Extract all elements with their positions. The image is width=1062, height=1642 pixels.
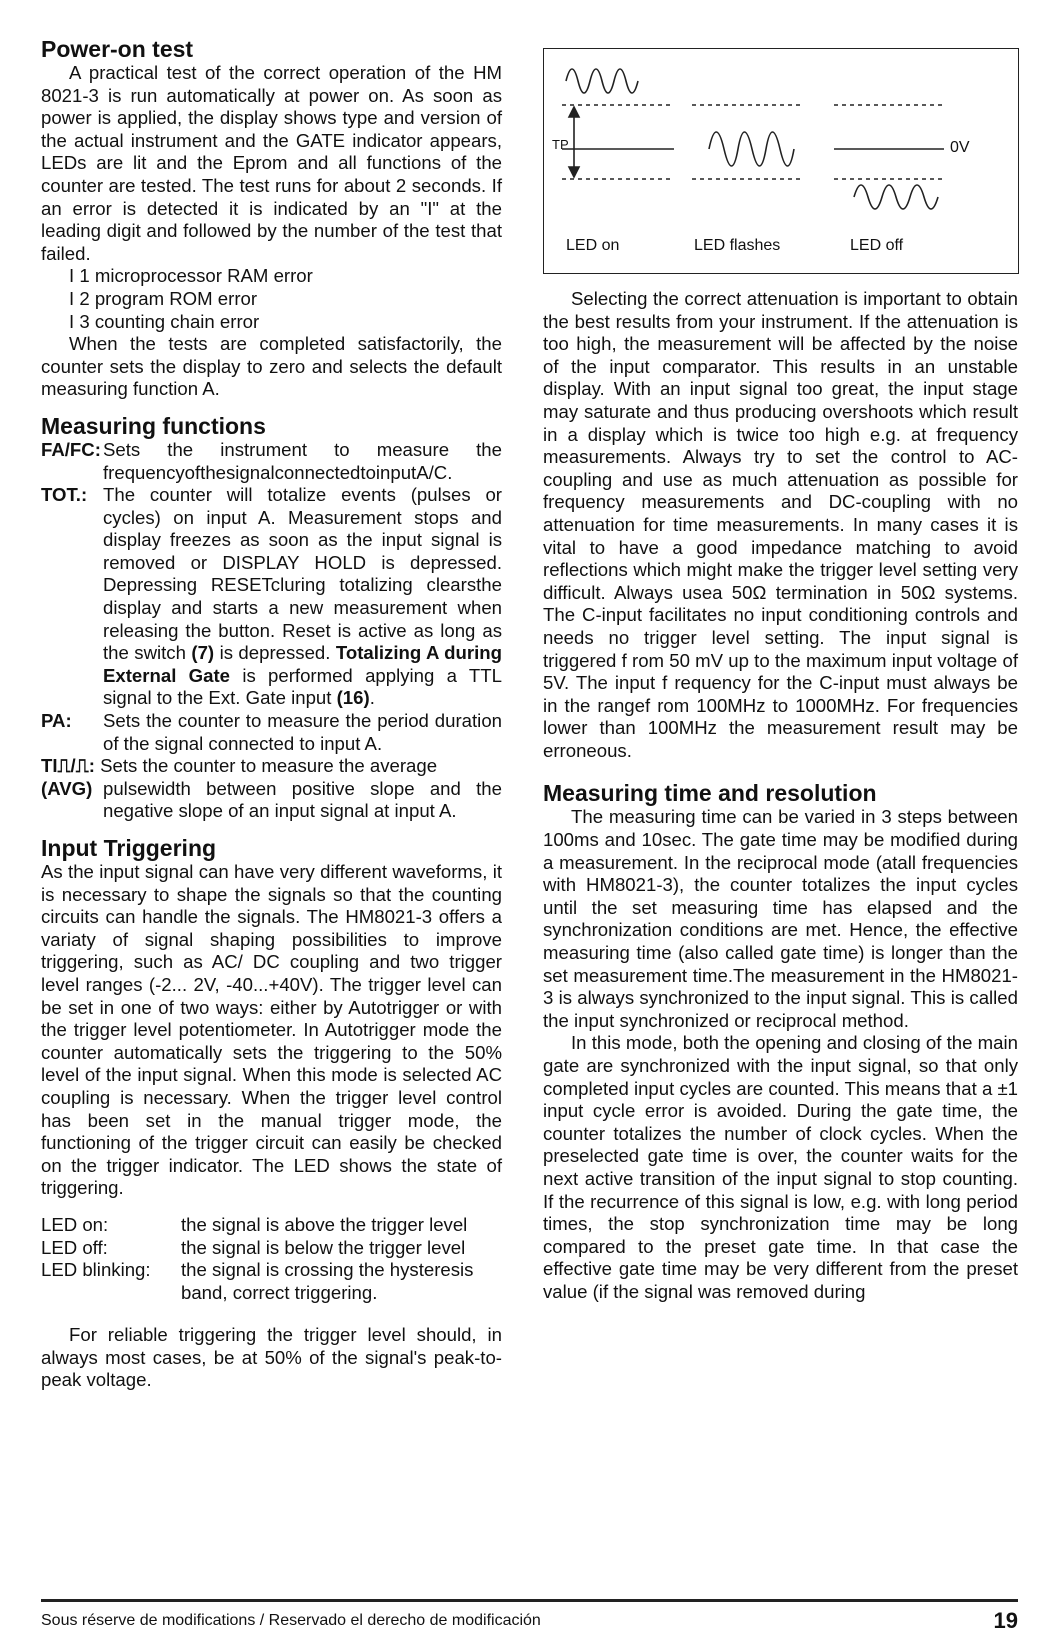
page-number: 19: [993, 1608, 1018, 1633]
measuring-functions-heading: Measuring functions: [41, 412, 266, 439]
waveform-led-flashes: [709, 132, 794, 166]
measuring-time-paragraph: The measuring time can be varied in 3 steps between 100ms and 10sec. The gate time may be modified during a measurement. In the reciprocal mode (atall frequencies with HM8021-3), the counter totalizes the input cycles until the set measuring time has elapsed and the synchronization conditions are met. Hence, the effective measuring time (also called gate time) is longer than the set measurement time.The measurement in the HM8021-3 is always synchronized to the input signal. This is called the input synchronized or reciprocal method.: [543, 806, 1018, 1031]
waveform-led-off: [854, 185, 938, 209]
input-triggering-heading: Input Triggering: [41, 835, 217, 861]
function-description: Sets the counter to measure the period duration of the signal connected to input A.: [103, 710, 502, 754]
tp-label: TP: [552, 137, 569, 152]
attenuation-paragraph: Selecting the correct attenuation is important to obtain the best results from your instrument. If the attenuation is too high, the measurement will be affected by the noise of the input comparator. This results in an unstable display. With an input signal too great, the input stage may saturate and thus producing overshoots which result in a display which is twice too high e.g. at frequency measurements. Always try to set the control to AC-coupling and use as much attenuation as possible for frequency measurements and DC-coupling with no attenuation for time measurements. In many cases it is vital to have a good impedance matching to avoid reflections which might make the trigger level setting very difficult. Always usea 50Ω termination in 50Ω systems. The C-input facilitates no input conditioning controls and needs no trigger level setting. The input signal is triggered f rom 50 mV up to the maximum input voltage of 5V. The input f requency for the C-input must always be in the rangef rom 100MHz to 1000MHz. For frequencies lower than 100MHz the measurement result may be erroneous.: [543, 288, 1018, 761]
function-term: TOT.:: [41, 484, 88, 506]
waveform-led-on: [566, 69, 638, 93]
trigger-led-diagram: [543, 48, 1019, 274]
function-term: FA/FC:: [41, 438, 101, 460]
footer-divider: [41, 1599, 1018, 1602]
led-on-label: LED on: [566, 237, 620, 254]
arrow-down-icon: [569, 167, 579, 177]
zero-volt-label: 0V: [950, 139, 970, 156]
function-term-avg: (AVG): [41, 777, 93, 799]
function-fa-fc: [41, 439, 502, 484]
led-state-text: the signal is crossing the hysteresis band, correct triggering.: [181, 1259, 474, 1303]
led-flashes-label: LED flashes: [694, 237, 781, 254]
led-state-text: the signal is above the trigger level: [181, 1213, 468, 1235]
measuring-time-paragraph-2: In this mode, both the opening and closing of the main gate are synchronized with the input signal, so that only completed input cycles are counted. This means that a ±1 input cycle error is avoided. During the gate time, the counter totalizes the number of clock cycles. When the preselected gate time is over, the counter waits for the next active transition of the input signal to stop counting. If the recurrence of this signal is low, e.g. with long period times, the stop synchronization time may be long compared to the preset gate time. In that case the effective gate time may be very different from the preset value (if the signal was removed during: [543, 1032, 1018, 1302]
tot-ref-7: (7): [191, 642, 215, 664]
triggering-final-paragraph: For reliable triggering the trigger level should, in always most cases, be at 50% of the signal's peak-to-peak voltage.: [41, 1324, 502, 1391]
led-state-table: [41, 1214, 502, 1304]
tot-bold: Totalizing A during External Gate: [103, 642, 502, 686]
led-state-label: LED off:: [41, 1236, 108, 1258]
error-item: I 3 counting chain error: [69, 310, 260, 332]
left-column: [41, 36, 502, 1392]
led-state-label: LED blinking:: [41, 1259, 151, 1281]
led-state-label: LED on:: [41, 1213, 109, 1235]
measuring-time-heading: Measuring time and resolution: [543, 780, 877, 807]
tot-text-1: The counter will totalize events (pulses or cycles) on input A. Measurement stops and display freezes as soon as the input signal is removed or DISPLAY HOLD is depressed. Depressing RESETcluring totalizing clearsthe display and starts a new measurement when releasing the button. Reset is active as long as the switch: [103, 484, 502, 664]
tot-text-2: is depressed.: [219, 642, 331, 664]
function-description: [103, 484, 502, 710]
function-ti: [41, 755, 502, 823]
input-triggering-paragraph: As the input signal can have very different waveforms, it is necessary to shape the signals so that the counting circuits can handle the signals. The HM8021-3 offers a variaty of signal shaping possibilities to improve triggering, such as AC/ DC coupling and two trigger level ranges (-2... 2V, -40...+40V). The trigger level can be set in one of two ways: either by Autotrigger or with the trigger level potentiometer. In Autotrigger mode the counter automatically sets the triggering to the 50% level of the input signal. When this mode is selected AC coupling is necessary. When the trigger level control has been set in the manual trigger mode, the functioning of the trigger circuit can easily be checked on the trigger indicator. The LED shows the state of triggering.: [41, 861, 502, 1199]
function-term: PA:: [41, 710, 72, 732]
tot-end: .: [369, 687, 375, 709]
right-column: [543, 288, 1018, 1304]
led-off-label: LED off: [850, 237, 904, 254]
tot-ref-16: (16): [336, 687, 370, 709]
power-on-paragraph: A practical test of the correct operation of the HM 8021-3 is run automatically at power on. As soon as power is applied, the display shows type and version of the actual instrument and the GATE indicator appears, LEDs are lit and the Eprom and all functions of the counter are tested. The test runs for about 2 seconds. If an error is detected it is indicated by an "I" at the leading digit and followed by the number of the test that failed.: [41, 62, 502, 264]
error-item: I 2 program ROM error: [69, 287, 258, 309]
tot-text-3: is performed applying a TTL signal to the Ext. Gate input: [103, 664, 502, 709]
function-tot: [41, 484, 502, 710]
power-on-paragraph-2: When the tests are completed satisfactorily, the counter sets the display to zero and selects the default measuring function A.: [41, 333, 502, 400]
arrow-up-icon: [569, 107, 579, 117]
power-on-heading: Power-on test: [41, 36, 194, 62]
function-description: Sets the instrument to measure the frequencyofthesignalconnectedtoinputA/C.: [103, 438, 502, 483]
error-list: [41, 265, 502, 333]
footer-text: Sous réserve de modifications / Reservado el derecho de modificación: [41, 1612, 541, 1629]
function-description: Sets the counter to measure the average: [100, 755, 438, 777]
function-term: TI⎍/⎍:: [41, 755, 95, 777]
function-pa: [41, 710, 502, 755]
error-item: I 1 microprocessor RAM error: [69, 265, 313, 287]
function-description: pulsewidth between positive slope and the negative slope of an input signal at input A.: [103, 777, 502, 822]
led-state-text: the signal is below the trigger level: [181, 1236, 466, 1258]
